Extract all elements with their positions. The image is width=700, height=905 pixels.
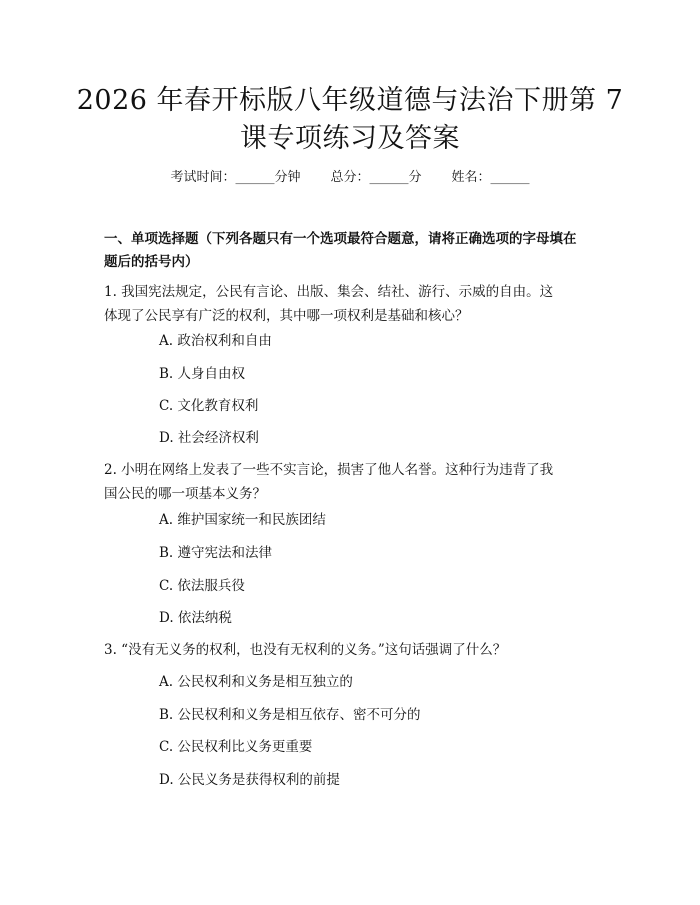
section-heading-line-2: 题后的括号内） [104,254,199,270]
document-title-line-1: 2026 年春开标版八年级道德与法治下册第 7 [76,85,624,116]
question-1-stem-line-1: 1. 我国宪法规定，公民有言论、出版、集会、结社、游行、示威的自由。这 [104,284,554,300]
question-2-option-c: C. 依法服兵役 [159,578,245,594]
question-1-option-b: B. 人身自由权 [159,366,246,382]
section-heading-line-1: 一、单项选择题（下列各题只有一个选项最符合题意，请将正确选项的字母填在 [104,231,577,247]
question-3-stem-line-1: 3. “没有无义务的权利，也没有无权利的义务。”这句话强调了什么？ [104,642,507,658]
total-score-field: 总分：______分 [330,170,422,185]
question-2-option-a: A. 维护国家统一和民族团结 [159,512,326,528]
question-3-option-c: C. 公民权利比义务更重要 [159,739,313,755]
question-1-stem-line-2: 体现了公民享有广泛的权利，其中哪一项权利是基础和核心？ [104,308,469,324]
question-1-option-c: C. 文化教育权利 [159,398,259,414]
question-2-stem-line-2: 国公民的哪一项基本义务？ [104,486,266,502]
exam-meta [0,168,700,188]
question-3-option-b: B. 公民权利和义务是相互依存、密不可分的 [159,707,421,723]
question-3-option-d: D. 公民义务是获得权利的前提 [159,772,340,788]
question-1-option-a: A. 政治权利和自由 [159,333,272,349]
question-1-option-d: D. 社会经济权利 [159,430,259,446]
document-title-line-2: 课专项练习及答案 [240,123,460,154]
question-3-option-a: A. 公民权利和义务是相互独立的 [159,674,353,690]
student-name-field: 姓名：______ [451,170,530,185]
question-2-stem-line-1: 2. 小明在网络上发表了一些不实言论，损害了他人名誉。这种行为违背了我 [104,462,554,478]
exam-time-field: 考试时间：______分钟 [170,170,301,185]
question-2-option-b: B. 遵守宪法和法律 [159,545,273,561]
question-2-option-d: D. 依法纳税 [159,610,232,626]
